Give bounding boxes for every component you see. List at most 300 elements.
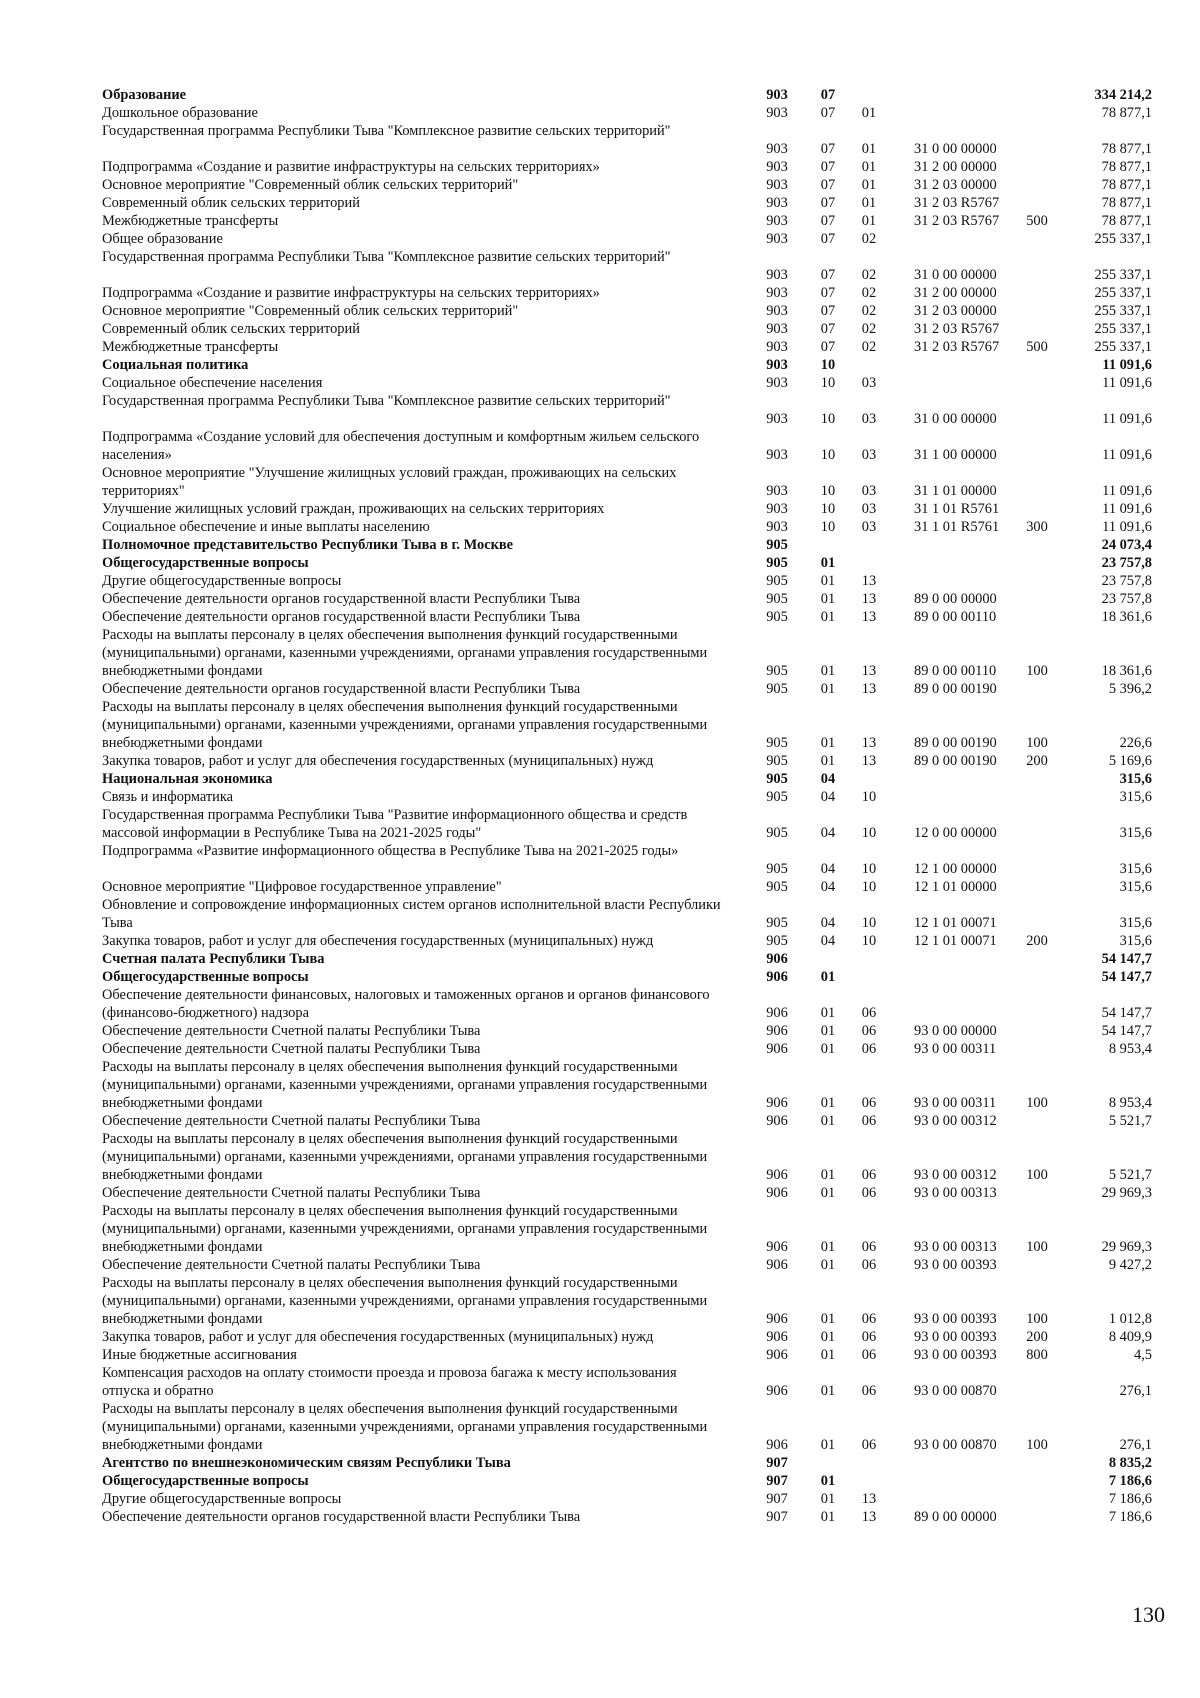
- amount: 78 877,1: [1101, 141, 1152, 157]
- podrazdel-code: 02: [861, 285, 877, 301]
- target-article-code: 93 0 00 00312: [914, 1167, 997, 1183]
- podrazdel-code: 03: [861, 447, 877, 463]
- target-article-code: 12 1 00 00000: [914, 861, 997, 877]
- row-name: Расходы на выплаты персоналу в целях обеспечения выполнения функций государственными (муниципальными) органами, казенными учреждениями, органами управления государственными внебюджетными фондами: [102, 1059, 708, 1111]
- razdel-code: 01: [820, 609, 836, 625]
- razdel-code: 01: [820, 1095, 836, 1111]
- table-row: [102, 320, 1162, 338]
- razdel-code: 01: [820, 1239, 836, 1255]
- target-article-code: 31 1 01 00000: [914, 483, 997, 499]
- vedomstvo-code: 906: [766, 1329, 788, 1345]
- table-row: [102, 1184, 1162, 1202]
- amount: 255 337,1: [1094, 321, 1152, 337]
- amount: 23 757,8: [1101, 591, 1152, 607]
- row-name: Расходы на выплаты персоналу в целях обеспечения выполнения функций государственными (муниципальными) органами, казенными учреждениями, органами управления государственными внебюджетными фондами: [102, 1203, 708, 1255]
- row-name: Обеспечение деятельности Счетной палаты Республики Тыва: [102, 1185, 481, 1201]
- vedomstvo-code: 903: [766, 105, 788, 121]
- amount: 334 214,2: [1094, 87, 1152, 103]
- vedomstvo-code: 903: [766, 447, 788, 463]
- vedomstvo-code: 903: [766, 303, 788, 319]
- podrazdel-code: 06: [861, 1383, 877, 1399]
- podrazdel-code: 02: [861, 303, 877, 319]
- razdel-code: 04: [820, 879, 836, 895]
- table-row: [102, 608, 1162, 626]
- table-row: [102, 158, 1162, 176]
- razdel-code: 07: [820, 321, 836, 337]
- vedomstvo-code: 903: [766, 141, 788, 157]
- vedomstvo-code: 905: [766, 573, 788, 589]
- table-row: [102, 464, 1162, 500]
- target-article-code: 89 0 00 00000: [914, 591, 997, 607]
- podrazdel-code: 03: [861, 375, 877, 391]
- vedomstvo-code: 905: [766, 771, 788, 787]
- vedomstvo-code: 903: [766, 519, 788, 535]
- razdel-code: 01: [820, 1329, 836, 1345]
- table-row: [102, 554, 1162, 572]
- target-article-code: 93 0 00 00393: [914, 1311, 997, 1327]
- row-name: Другие общегосударственные вопросы: [102, 1491, 342, 1507]
- row-name: Улучшение жилищных условий граждан, проживающих на сельских территориях: [102, 501, 605, 517]
- table-row: [102, 680, 1162, 698]
- vedomstvo-code: 903: [766, 87, 788, 103]
- vedomstvo-code: 906: [766, 969, 788, 985]
- table-row: [102, 770, 1162, 788]
- table-row: [102, 932, 1162, 950]
- razdel-code: 07: [820, 159, 836, 175]
- row-name: Общегосударственные вопросы: [102, 1473, 309, 1489]
- target-article-code: 93 0 00 00311: [914, 1095, 997, 1111]
- podrazdel-code: 13: [861, 753, 877, 769]
- table-row: [102, 1508, 1162, 1526]
- table-row: [102, 572, 1162, 590]
- razdel-code: 01: [820, 591, 836, 607]
- vedomstvo-code: 903: [766, 195, 788, 211]
- table-row: [102, 1058, 1162, 1112]
- amount: 5 521,7: [1108, 1167, 1152, 1183]
- target-article-code: 89 0 00 00190: [914, 681, 997, 697]
- target-article-code: 93 0 00 00313: [914, 1239, 997, 1255]
- amount: 54 147,7: [1101, 1005, 1152, 1021]
- row-name: Обеспечение деятельности органов государственной власти Республики Тыва: [102, 609, 581, 625]
- amount: 255 337,1: [1094, 267, 1152, 283]
- row-name: Общегосударственные вопросы: [102, 969, 309, 985]
- target-article-code: 31 1 01 R5761: [914, 519, 1000, 535]
- razdel-code: 01: [820, 735, 836, 751]
- row-name: Обеспечение деятельности органов государственной власти Республики Тыва: [102, 591, 581, 607]
- row-name: Полномочное представительство Республики Тыва в г. Москве: [102, 537, 514, 553]
- row-name: Другие общегосударственные вопросы: [102, 573, 342, 589]
- vedomstvo-code: 903: [766, 267, 788, 283]
- podrazdel-code: 06: [861, 1257, 877, 1273]
- podrazdel-code: 10: [861, 879, 877, 895]
- target-article-code: 12 1 01 00000: [914, 879, 997, 895]
- amount: 226,6: [1119, 735, 1152, 751]
- table-row: [102, 1472, 1162, 1490]
- row-name: Закупка товаров, работ и услуг для обеспечения государственных (муниципальных) нужд: [102, 933, 654, 949]
- razdel-code: 04: [820, 825, 836, 841]
- table-row: [102, 122, 1162, 158]
- table-row: [102, 428, 1162, 464]
- row-name: Межбюджетные трансферты: [102, 339, 279, 355]
- table-row: [102, 842, 1162, 878]
- row-name: Общее образование: [102, 231, 223, 247]
- amount: 4,5: [1134, 1347, 1152, 1363]
- vedomstvo-code: 905: [766, 933, 788, 949]
- row-name: Обеспечение деятельности финансовых, налоговых и таможенных органов и органов финансового (финансово-бюджетного) надзора: [102, 987, 710, 1021]
- razdel-code: 10: [820, 501, 836, 517]
- podrazdel-code: 01: [861, 195, 877, 211]
- vedomstvo-code: 905: [766, 681, 788, 697]
- amount: 255 337,1: [1094, 231, 1152, 247]
- vedomstvo-code: 903: [766, 177, 788, 193]
- target-article-code: 31 1 00 00000: [914, 447, 997, 463]
- table-row: [102, 284, 1162, 302]
- row-name: Социальное обеспечение населения: [102, 375, 323, 391]
- amount: 5 169,6: [1108, 753, 1152, 769]
- row-name: Общегосударственные вопросы: [102, 555, 309, 571]
- target-article-code: 31 2 03 00000: [914, 177, 997, 193]
- target-article-code: 12 1 01 00071: [914, 933, 997, 949]
- expense-type-code: 800: [1026, 1347, 1048, 1363]
- vedomstvo-code: 905: [766, 609, 788, 625]
- vedomstvo-code: 905: [766, 663, 788, 679]
- vedomstvo-code: 906: [766, 1311, 788, 1327]
- row-name: Национальная экономика: [102, 771, 273, 787]
- razdel-code: 01: [820, 1473, 836, 1489]
- table-row: [102, 1022, 1162, 1040]
- target-article-code: 31 2 03 R5767: [914, 213, 1000, 229]
- podrazdel-code: 13: [861, 735, 877, 751]
- target-article-code: 93 0 00 00311: [914, 1041, 997, 1057]
- table-row: [102, 212, 1162, 230]
- vedomstvo-code: 906: [766, 1113, 788, 1129]
- amount: 315,6: [1119, 771, 1152, 787]
- table-row: [102, 1256, 1162, 1274]
- vedomstvo-code: 905: [766, 537, 788, 553]
- row-name: Обеспечение деятельности Счетной палаты Республики Тыва: [102, 1023, 481, 1039]
- row-name: Социальное обеспечение и иные выплаты населению: [102, 519, 430, 535]
- podrazdel-code: 06: [861, 1023, 877, 1039]
- table-row: [102, 392, 1162, 428]
- vedomstvo-code: 906: [766, 1383, 788, 1399]
- table-row: [102, 752, 1162, 770]
- row-name: Расходы на выплаты персоналу в целях обеспечения выполнения функций государственными (муниципальными) органами, казенными учреждениями, органами управления государственными внебюджетными фондами: [102, 699, 708, 751]
- expense-type-code: 500: [1026, 339, 1048, 355]
- vedomstvo-code: 906: [766, 1347, 788, 1363]
- table-row: [102, 1400, 1162, 1454]
- target-article-code: 31 0 00 00000: [914, 267, 997, 283]
- row-name: Государственная программа Республики Тыва "Комплексное развитие сельских территорий": [102, 249, 671, 265]
- amount: 315,6: [1119, 861, 1152, 877]
- target-article-code: 93 0 00 00393: [914, 1347, 997, 1363]
- amount: 5 396,2: [1108, 681, 1152, 697]
- row-name: Расходы на выплаты персоналу в целях обеспечения выполнения функций государственными (муниципальными) органами, казенными учреждениями, органами управления государственными внебюджетными фондами: [102, 627, 708, 679]
- vedomstvo-code: 903: [766, 285, 788, 301]
- amount: 7 186,6: [1108, 1491, 1152, 1507]
- amount: 54 147,7: [1101, 969, 1152, 985]
- row-name: Государственная программа Республики Тыва "Развитие информационного общества и средств массовой информации в Республике Тыва на 2021-2025 годы": [102, 807, 688, 841]
- target-article-code: 89 0 00 00190: [914, 735, 997, 751]
- vedomstvo-code: 905: [766, 825, 788, 841]
- podrazdel-code: 06: [861, 1311, 877, 1327]
- amount: 8 953,4: [1108, 1095, 1152, 1111]
- amount: 315,6: [1119, 879, 1152, 895]
- amount: 8 409,9: [1108, 1329, 1152, 1345]
- podrazdel-code: 06: [861, 1437, 877, 1453]
- razdel-code: 07: [820, 213, 836, 229]
- razdel-code: 01: [820, 1113, 836, 1129]
- vedomstvo-code: 903: [766, 375, 788, 391]
- amount: 11 091,6: [1102, 411, 1152, 427]
- table-row: [102, 896, 1162, 932]
- table-row: [102, 194, 1162, 212]
- razdel-code: 07: [820, 195, 836, 211]
- podrazdel-code: 06: [861, 1347, 877, 1363]
- vedomstvo-code: 903: [766, 159, 788, 175]
- table-row: [102, 518, 1162, 536]
- razdel-code: 10: [820, 375, 836, 391]
- podrazdel-code: 02: [861, 339, 877, 355]
- podrazdel-code: 06: [861, 1185, 877, 1201]
- vedomstvo-code: 907: [766, 1455, 788, 1471]
- target-article-code: 93 0 00 00870: [914, 1383, 997, 1399]
- row-name: Подпрограмма «Создание и развитие инфраструктуры на сельских территориях»: [102, 285, 600, 301]
- table-row: [102, 968, 1162, 986]
- amount: 18 361,6: [1101, 609, 1152, 625]
- vedomstvo-code: 905: [766, 591, 788, 607]
- razdel-code: 01: [820, 1257, 836, 1273]
- table-row: [102, 788, 1162, 806]
- razdel-code: 07: [820, 141, 836, 157]
- row-name: Связь и информатика: [102, 789, 234, 805]
- row-name: Основное мероприятие "Современный облик сельских территорий": [102, 177, 519, 193]
- vedomstvo-code: 903: [766, 411, 788, 427]
- vedomstvo-code: 906: [766, 951, 788, 967]
- row-name: Агентство по внешнеэкономическим связям Республики Тыва: [102, 1455, 511, 1471]
- podrazdel-code: 13: [861, 1491, 877, 1507]
- expense-type-code: 100: [1026, 1437, 1048, 1453]
- vedomstvo-code: 905: [766, 789, 788, 805]
- vedomstvo-code: 907: [766, 1491, 788, 1507]
- razdel-code: 01: [820, 1383, 836, 1399]
- amount: 54 147,7: [1101, 951, 1152, 967]
- razdel-code: 01: [820, 1437, 836, 1453]
- podrazdel-code: 06: [861, 1329, 877, 1345]
- vedomstvo-code: 906: [766, 1257, 788, 1273]
- podrazdel-code: 13: [861, 591, 877, 607]
- razdel-code: 01: [820, 1041, 836, 1057]
- podrazdel-code: 10: [861, 789, 877, 805]
- podrazdel-code: 03: [861, 411, 877, 427]
- amount: 8 835,2: [1108, 1455, 1152, 1471]
- razdel-code: 07: [820, 267, 836, 283]
- row-name: Расходы на выплаты персоналу в целях обеспечения выполнения функций государственными (муниципальными) органами, казенными учреждениями, органами управления государственными внебюджетными фондами: [102, 1401, 708, 1453]
- amount: 24 073,4: [1101, 537, 1152, 553]
- podrazdel-code: 03: [861, 501, 877, 517]
- podrazdel-code: 02: [861, 321, 877, 337]
- podrazdel-code: 06: [861, 1041, 877, 1057]
- vedomstvo-code: 903: [766, 321, 788, 337]
- podrazdel-code: 01: [861, 213, 877, 229]
- target-article-code: 93 0 00 00393: [914, 1329, 997, 1345]
- row-name: Образование: [102, 87, 187, 103]
- razdel-code: 07: [820, 339, 836, 355]
- razdel-code: 04: [820, 861, 836, 877]
- expense-type-code: 100: [1026, 663, 1048, 679]
- target-article-code: 93 0 00 00312: [914, 1113, 997, 1129]
- amount: 23 757,8: [1101, 573, 1152, 589]
- expense-type-code: 200: [1026, 933, 1048, 949]
- table-row: [102, 878, 1162, 896]
- amount: 11 091,6: [1102, 519, 1152, 535]
- target-article-code: 89 0 00 00190: [914, 753, 997, 769]
- table-row: [102, 302, 1162, 320]
- target-article-code: 89 0 00 00110: [914, 663, 997, 679]
- podrazdel-code: 01: [861, 105, 877, 121]
- amount: 54 147,7: [1101, 1023, 1152, 1039]
- amount: 5 521,7: [1108, 1113, 1152, 1129]
- razdel-code: 04: [820, 789, 836, 805]
- table-row: [102, 1328, 1162, 1346]
- row-name: Обеспечение деятельности Счетной палаты Республики Тыва: [102, 1257, 481, 1273]
- razdel-code: 01: [820, 573, 836, 589]
- amount: 315,6: [1119, 915, 1152, 931]
- amount: 9 427,2: [1108, 1257, 1152, 1273]
- razdel-code: 07: [820, 105, 836, 121]
- amount: 78 877,1: [1101, 195, 1152, 211]
- amount: 78 877,1: [1101, 213, 1152, 229]
- amount: 276,1: [1119, 1437, 1152, 1453]
- podrazdel-code: 03: [861, 519, 877, 535]
- vedomstvo-code: 903: [766, 357, 788, 373]
- vedomstvo-code: 903: [766, 501, 788, 517]
- target-article-code: 89 0 00 00110: [914, 609, 997, 625]
- podrazdel-code: 06: [861, 1005, 877, 1021]
- target-article-code: 31 2 03 R5767: [914, 321, 1000, 337]
- vedomstvo-code: 906: [766, 1095, 788, 1111]
- razdel-code: 10: [820, 357, 836, 373]
- table-row: [102, 698, 1162, 752]
- vedomstvo-code: 906: [766, 1185, 788, 1201]
- podrazdel-code: 13: [861, 609, 877, 625]
- razdel-code: 07: [820, 87, 836, 103]
- table-row: [102, 1274, 1162, 1328]
- table-row: [102, 338, 1162, 356]
- table-row: [102, 986, 1162, 1022]
- row-name: Обеспечение деятельности Счетной палаты Республики Тыва: [102, 1041, 481, 1057]
- razdel-code: 01: [820, 1509, 836, 1525]
- razdel-code: 07: [820, 177, 836, 193]
- amount: 8 953,4: [1108, 1041, 1152, 1057]
- row-name: Расходы на выплаты персоналу в целях обеспечения выполнения функций государственными (муниципальными) органами, казенными учреждениями, органами управления государственными внебюджетными фондами: [102, 1275, 708, 1327]
- target-article-code: 93 0 00 00870: [914, 1437, 997, 1453]
- row-name: Основное мероприятие "Цифровое государственное управление": [102, 879, 502, 895]
- table-row: [102, 86, 1162, 104]
- podrazdel-code: 06: [861, 1095, 877, 1111]
- table-row: [102, 248, 1162, 284]
- amount: 315,6: [1119, 825, 1152, 841]
- table-row: [102, 356, 1162, 374]
- row-name: Обеспечение деятельности органов государственной власти Республики Тыва: [102, 681, 581, 697]
- razdel-code: 01: [820, 1491, 836, 1507]
- table-row: [102, 230, 1162, 248]
- table-row: [102, 1346, 1162, 1364]
- row-name: Подпрограмма «Развитие информационного общества в Республике Тыва на 2021-2025 годы»: [102, 843, 679, 859]
- vedomstvo-code: 903: [766, 483, 788, 499]
- vedomstvo-code: 906: [766, 1041, 788, 1057]
- podrazdel-code: 01: [861, 141, 877, 157]
- amount: 23 757,8: [1101, 555, 1152, 571]
- table-row: [102, 536, 1162, 554]
- razdel-code: 10: [820, 519, 836, 535]
- razdel-code: 10: [820, 447, 836, 463]
- vedomstvo-code: 907: [766, 1473, 788, 1489]
- row-name: Иные бюджетные ассигнования: [102, 1347, 297, 1363]
- row-name: Основное мероприятие "Улучшение жилищных условий граждан, проживающих на сельских территориях": [102, 465, 677, 499]
- expense-type-code: 100: [1026, 1167, 1048, 1183]
- podrazdel-code: 06: [861, 1167, 877, 1183]
- vedomstvo-code: 907: [766, 1509, 788, 1525]
- amount: 29 969,3: [1101, 1239, 1152, 1255]
- page-number: 130: [1132, 1602, 1165, 1627]
- target-article-code: 12 1 01 00071: [914, 915, 997, 931]
- razdel-code: 07: [820, 303, 836, 319]
- row-name: Государственная программа Республики Тыва "Комплексное развитие сельских территорий": [102, 393, 671, 409]
- podrazdel-code: 10: [861, 825, 877, 841]
- row-name: Подпрограмма «Создание и развитие инфраструктуры на сельских территориях»: [102, 159, 600, 175]
- row-name: Современный облик сельских территорий: [102, 321, 360, 337]
- target-article-code: 31 2 03 R5767: [914, 195, 1000, 211]
- target-article-code: 31 0 00 00000: [914, 141, 997, 157]
- expense-type-code: 100: [1026, 1095, 1048, 1111]
- razdel-code: 01: [820, 753, 836, 769]
- target-article-code: 93 0 00 00313: [914, 1185, 997, 1201]
- razdel-code: 01: [820, 1347, 836, 1363]
- target-article-code: 31 1 01 R5761: [914, 501, 1000, 517]
- table-row: [102, 1490, 1162, 1508]
- amount: 255 337,1: [1094, 303, 1152, 319]
- vedomstvo-code: 905: [766, 753, 788, 769]
- row-name: Компенсация расходов на оплату стоимости проезда и провоза багажа к месту использования отпуска и обратно: [102, 1365, 677, 1399]
- expense-type-code: 500: [1026, 213, 1048, 229]
- podrazdel-code: 10: [861, 861, 877, 877]
- vedomstvo-code: 905: [766, 879, 788, 895]
- podrazdel-code: 10: [861, 915, 877, 931]
- vedomstvo-code: 903: [766, 231, 788, 247]
- amount: 11 091,6: [1102, 447, 1152, 463]
- podrazdel-code: 02: [861, 231, 877, 247]
- podrazdel-code: 10: [861, 933, 877, 949]
- row-name: Закупка товаров, работ и услуг для обеспечения государственных (муниципальных) нужд: [102, 753, 654, 769]
- podrazdel-code: 06: [861, 1113, 877, 1129]
- table-row: [102, 1202, 1162, 1256]
- target-article-code: 31 2 03 R5767: [914, 339, 1000, 355]
- target-article-code: 12 0 00 00000: [914, 825, 997, 841]
- razdel-code: 04: [820, 933, 836, 949]
- vedomstvo-code: 905: [766, 555, 788, 571]
- amount: 78 877,1: [1101, 177, 1152, 193]
- razdel-code: 01: [820, 1185, 836, 1201]
- vedomstvo-code: 903: [766, 213, 788, 229]
- target-article-code: 31 0 00 00000: [914, 411, 997, 427]
- row-name: Обеспечение деятельности Счетной палаты Республики Тыва: [102, 1113, 481, 1129]
- row-name: Дошкольное образование: [102, 105, 258, 121]
- amount: 255 337,1: [1094, 339, 1152, 355]
- amount: 29 969,3: [1101, 1185, 1152, 1201]
- row-name: Счетная палата Республики Тыва: [102, 951, 325, 967]
- podrazdel-code: 13: [861, 573, 877, 589]
- amount: 7 186,6: [1108, 1473, 1152, 1489]
